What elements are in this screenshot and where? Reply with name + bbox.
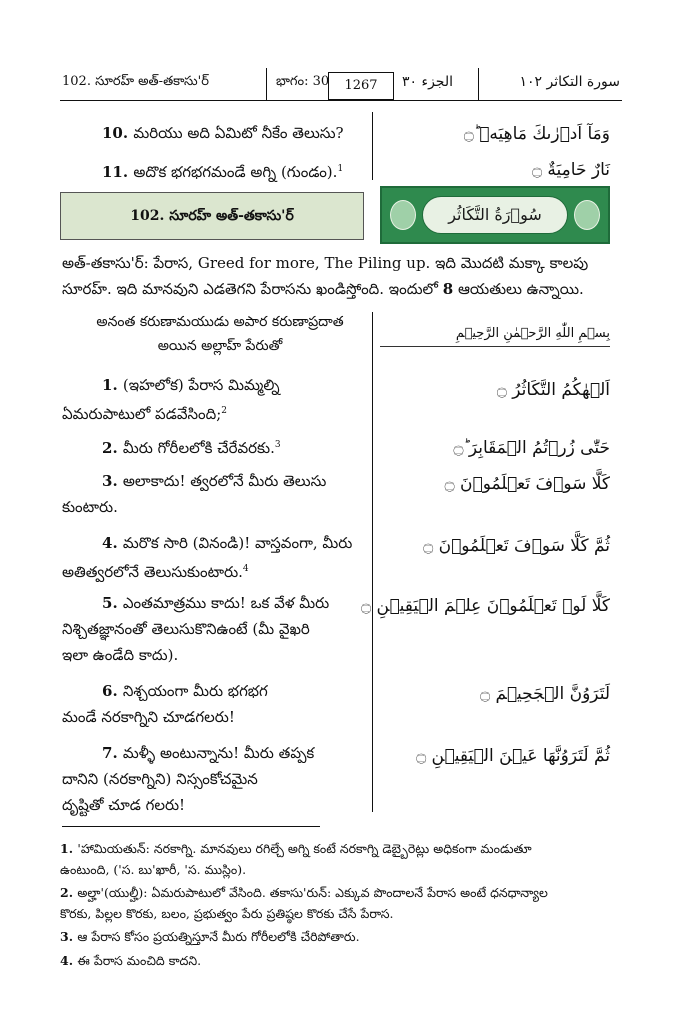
verse-1-arabic: اَلۡهٰكُمُ التَّكَاثُرُ ۝	[496, 380, 610, 400]
bismillah-arabic: بِسۡمِ اللّٰهِ الرَّحۡمٰنِ الرَّحِيۡمِ	[380, 322, 610, 347]
verse-number: 10	[102, 124, 123, 142]
verse-3-arabic: كَلَّا سَوۡفَ تَعۡلَمُوۡنَ ۝	[444, 474, 610, 494]
surah-title-banner	[60, 192, 364, 240]
verse-5-telugu: 5. ఎంతమాత్రము కాదు! ఒక వేళ మీరు నిశ్చితజ్ఞానంతో తెలుసుకొనిఉంటే (మీ వైఖరి ఇలా ఉండేది కాదు).	[62, 594, 330, 664]
verse-10-arabic: وَمَآ اَدۡرٰىكَ مَاهِيَهۡ ؕ۝	[463, 124, 610, 144]
surah-title: 102. సూరహ్ అత్-తకాసు'ర్	[130, 208, 294, 224]
header-surah-arabic: سورة التكاثر ١٠٢	[519, 74, 620, 90]
footnote-1: 1. 'హామియతున్: నరకాగ్ని. మానవులు రగిల్చే అగ్ని కంటే నరకాగ్ని డెబ్బైరెట్లు అధికంగా మండుతూ ఉంటుంది, ('స. బు'ఖారీ, 'స. ముస్లిం).	[60, 841, 532, 877]
verse-count: 8	[442, 280, 454, 298]
verse-11-arabic: نَارٌ حَامِيَةٌ ۝	[532, 160, 610, 180]
footnote-3: 3. ఆ పేరాస కోసం ప్రయత్నిస్తూనే మీరు గోరీలలోకి చేరిపోతారు.	[60, 929, 360, 944]
verse-6-telugu: 6. నిశ్చయంగా మీరు భగభగ మండే నరకాగ్నిని చూడగలరు!	[62, 682, 268, 726]
ornament-right-icon	[574, 200, 600, 230]
footnote-2: 2. అల్హా'(యుల్హీ): ఏమరుపాటులో వేసింది. తకాసు'రున్: ఎక్కువ పొందాలనే పేరాస అంటే ధనధాన్యాల కొరకు, పిల్లల కొరకు, బలం, ప్రభుత్వం పేరు ప్రతిష్ఠల కొరకు చేసే పేరాస.	[60, 885, 548, 921]
intro-line-1: అత్-తకాసు'ర్: పేరాస, Greed for more, The Piling up. ఇది మొదటి మక్కా కాలపు	[62, 254, 589, 272]
header-juz-arabic: الجزء ٣٠	[402, 74, 453, 90]
column-divider-top	[372, 112, 373, 180]
footnote-rule	[62, 826, 320, 827]
verse-1-telugu: 1. (ఇహలోక) పేరాస మిమ్మల్ని ఏమరుపాటులో పడవేసింది;$^2$	[62, 376, 280, 423]
verse-text: మరియు అది ఏమిటో నీకేం తెలుసు?	[133, 124, 344, 142]
header-divider	[266, 68, 267, 100]
header-rule	[60, 100, 622, 101]
intro-line-2: సూరహ్. ఇది మానవుని ఎడతెగని పేరాసను ఖండిస్తోంది. ఇందులో 8 ఆయతులు ఉన్నాయి.	[62, 280, 584, 298]
verse-number: 11	[102, 163, 123, 181]
verse-6-arabic: لَتَرَوُنَّ الۡجَحِيۡمَ ۝	[480, 684, 610, 704]
footnote-ref: 2	[221, 406, 228, 416]
verse-2-telugu: 2. మీరు గోరీలలోకి చేరేవరకు.$^3$	[102, 439, 281, 457]
header-part-label: భాగం: 30	[276, 74, 330, 89]
surah-calligraphy: سُوۡرَةُ التَّكَاثُر	[422, 196, 568, 234]
column-divider-main	[372, 312, 373, 812]
header-surah-name: 102. సూరహ్ అత్-తకాసు'ర్	[62, 74, 209, 89]
header-divider-2	[478, 68, 479, 100]
footnote-ref: 4	[242, 564, 249, 574]
verse-4-arabic: ثُمَّ كَلَّا سَوۡفَ تَعۡلَمُوۡنَ ۝	[423, 536, 610, 556]
verse-2-arabic: حَتّٰى زُرۡتُمُ الۡمَقَابِرَ ؕ۝	[453, 438, 610, 458]
footnote-4: 4. ఈ పేరాస మంచిది కాదని.	[60, 953, 202, 968]
verse-5-arabic: كَلَّا لَوۡ تَعۡلَمُوۡنَ عِلۡمَ الۡيَقِيۡنِ ۝	[361, 596, 610, 616]
ornament-left-icon	[390, 200, 416, 230]
bismillah-telugu: అనంత కరుణామయుడు అపార కరుణాప్రదాత అయిన అల్లాహ్ పేరుతో	[96, 314, 344, 354]
page-number: 1267	[328, 72, 394, 100]
verse-7-arabic: ثُمَّ لَتَرَوُنَّهَا عَيۡنَ الۡيَقِيۡنِ ۝	[416, 746, 610, 766]
footnote-ref: 1	[337, 164, 344, 174]
footnote-ref: 3	[274, 440, 281, 450]
verse-11-telugu: 11. అదొక భగభగమండే అగ్ని (గుండం).$^1$	[102, 163, 344, 181]
intro-paragraph	[62, 250, 622, 302]
verse-10-telugu: 10. మరియు అది ఏమిటో నీకేం తెలుసు?	[102, 124, 344, 142]
verse-3-telugu: 3. అలాకాదు! త్వరలోనే మీరు తెలుసు కుంటారు.	[62, 472, 327, 516]
verse-4-telugu: 4. మరొక సారి (వినండి)! వాస్తవంగా, మీరు అతిత్వరలోనే తెలుసుకుంటారు.$^4$	[62, 534, 353, 581]
verse-text: అదొక భగభగమండే అగ్ని (గుండం).	[133, 163, 338, 181]
verse-7-telugu: 7. మళ్ళీ అంటున్నాను! మీరు తప్పక దానిని (నరకాగ్నిని) నిస్సంకోచమైన దృష్టితో చూడ గలరు!	[62, 744, 315, 814]
surah-calligraphy-banner	[380, 186, 610, 244]
